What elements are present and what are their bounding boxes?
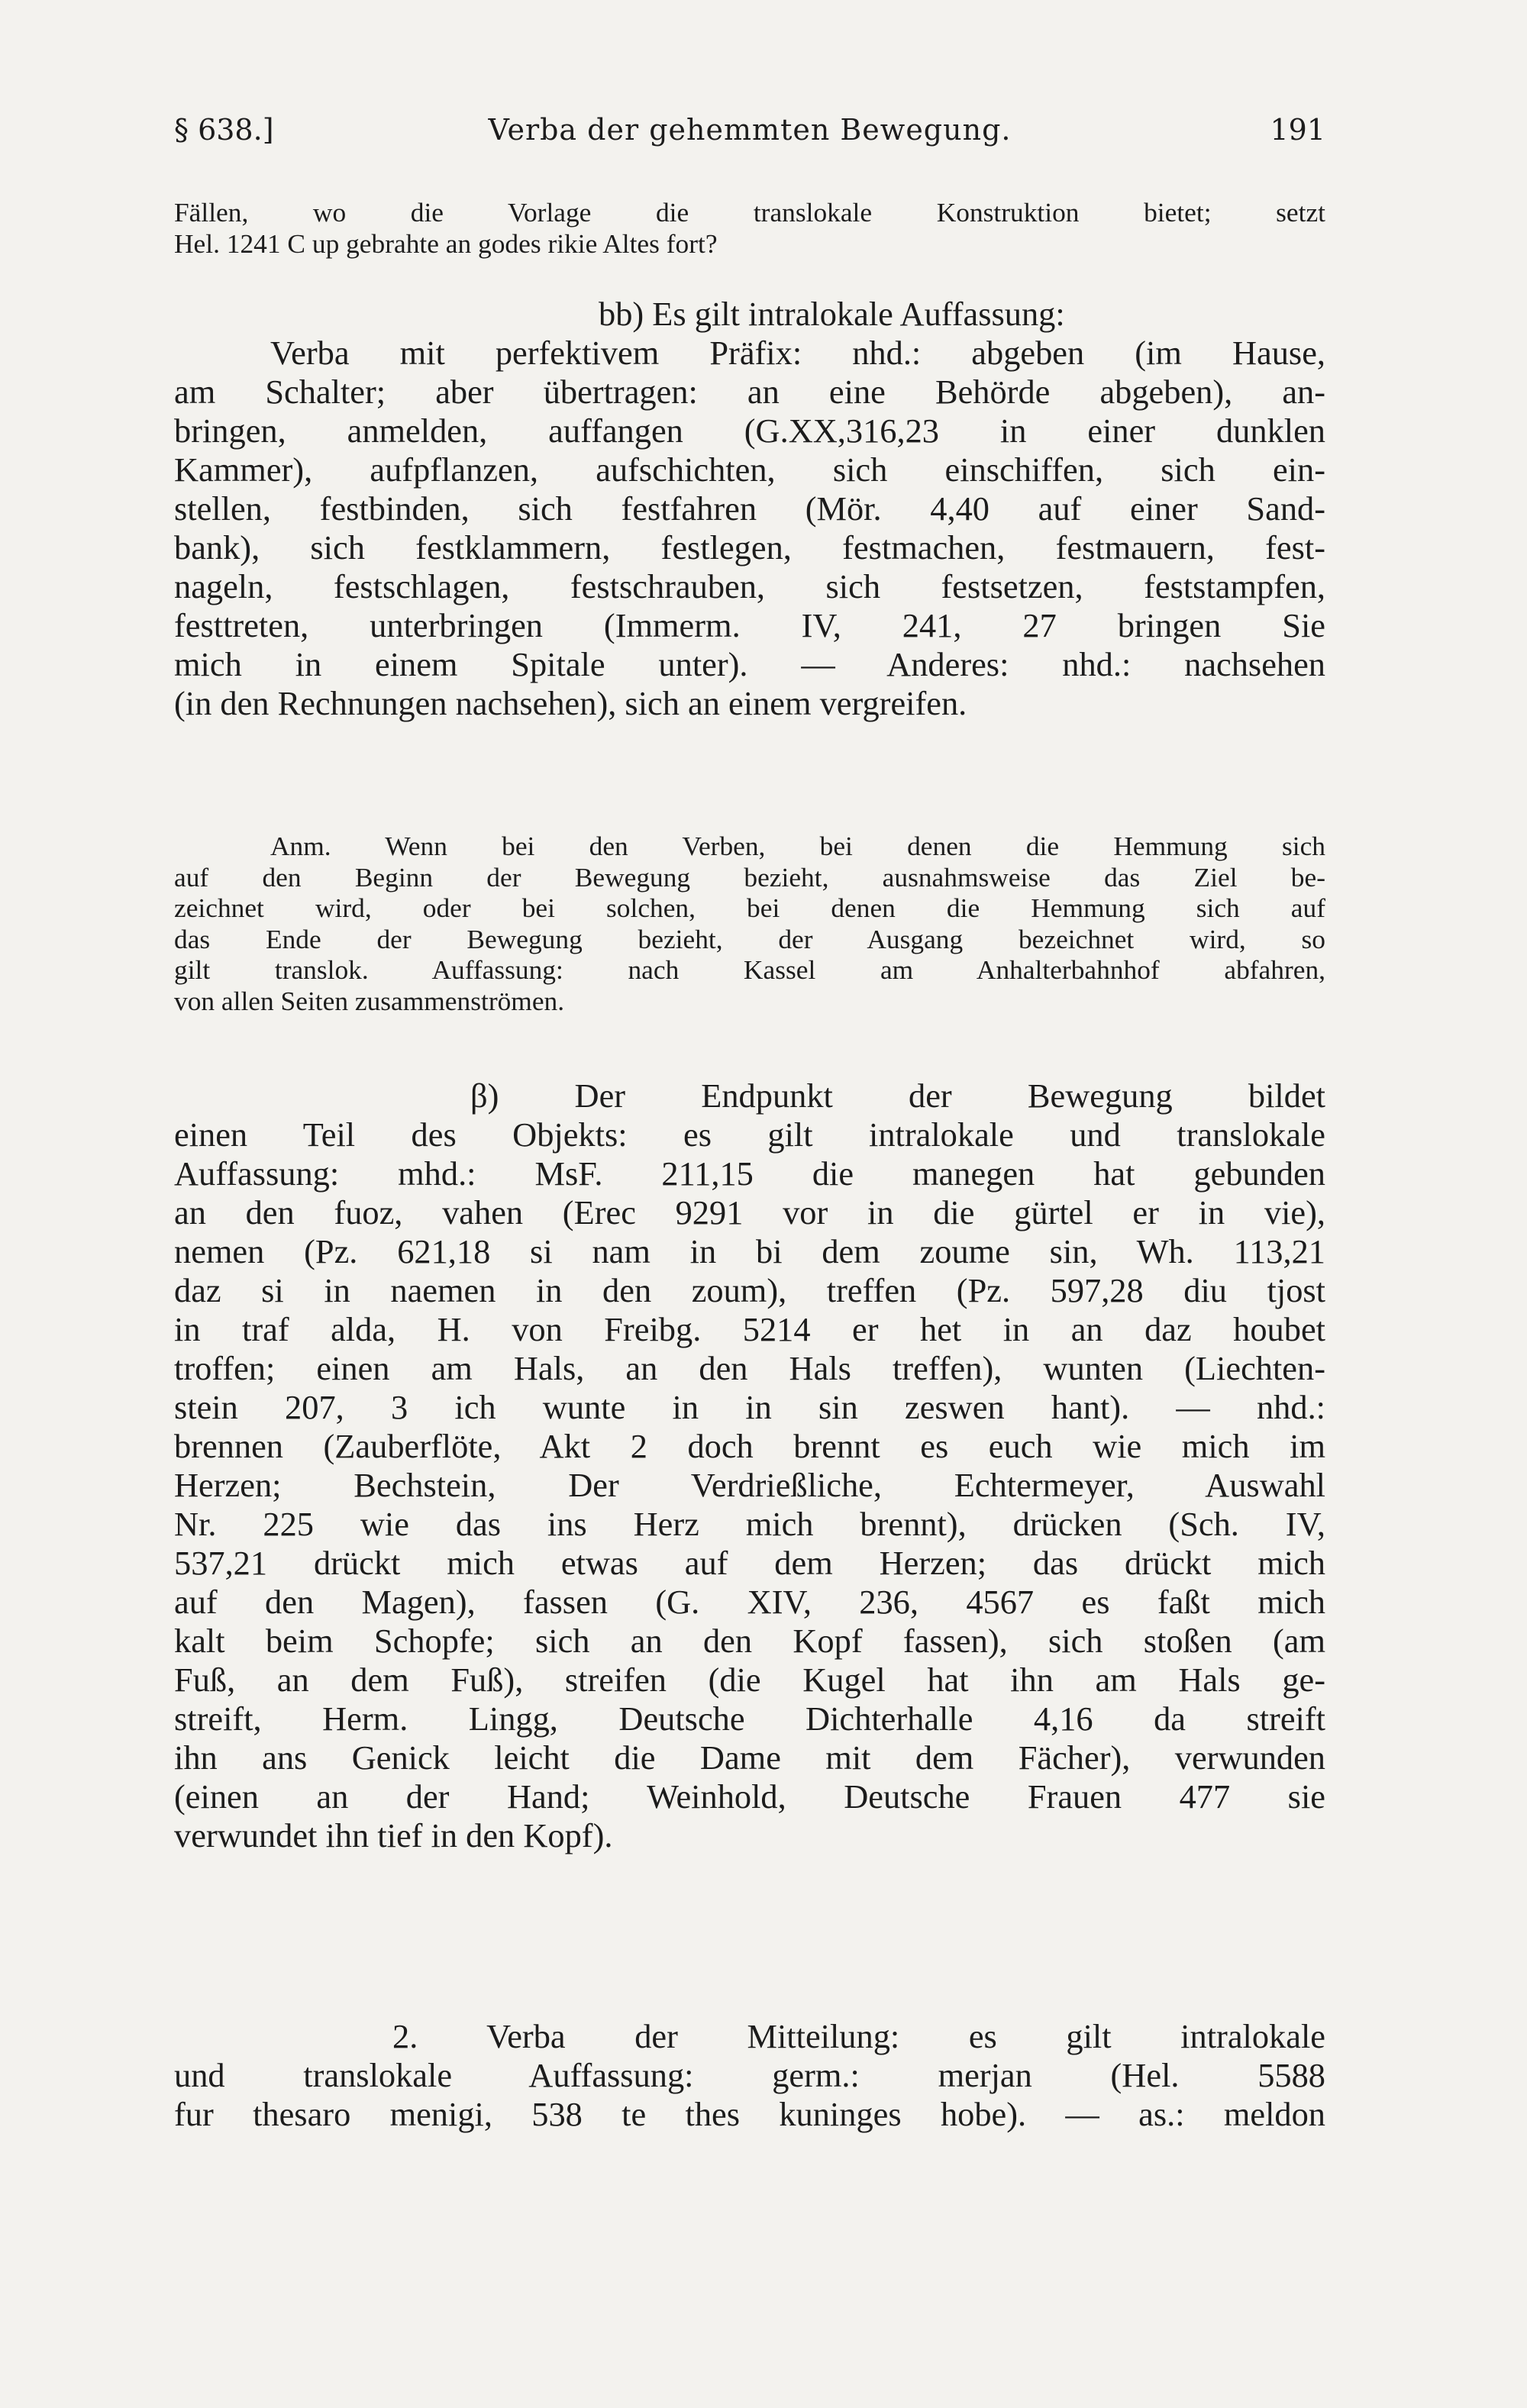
text-line: auf den Magen), fassen (G. XIV, 236, 4567 es faßt mich [174,1583,1325,1621]
text-line: Kammer), aufpflanzen, aufschichten, sich einschiffen, sich ein- [174,450,1325,489]
subsection-heading: 2. Verba der Mitteilung: es gilt intralokale [392,2017,1325,2055]
text-line: festtreten, unterbringen (Immerm. IV, 241, 27 bringen Sie [174,606,1325,644]
text-line: Auffassung: mhd.: MsF. 211,15 die manegen hat gebunden [174,1154,1325,1193]
text-line: stein 207, 3 ich wunte in in sin zeswen hant). — nhd.: [174,1388,1325,1426]
text-line: bank), sich festklammern, festlegen, festmachen, festmauern, fest- [174,528,1325,566]
text-line: verwundet ihn tief in den Kopf). [174,1816,613,1854]
text-line: Fuß, an dem Fuß), streifen (die Kugel hat ihn am Hals ge- [174,1661,1325,1699]
section-number: § 638.] [174,113,274,147]
text-line: nageln, festschlagen, festschrauben, sich festsetzen, feststampfen, [174,567,1325,605]
running-header [174,113,1325,159]
section-beta [174,1076,1325,1855]
text-line: von allen Seiten zusammenströmen. [174,985,565,1016]
section-2 [174,2017,1325,2134]
text-line: auf den Beginn der Bewegung bezieht, ausnahmsweise das Ziel be- [174,861,1325,893]
text-line: stellen, festbinden, sich festfahren (Mör. 4,40 auf einer Sand- [174,489,1325,528]
text-line: nemen (Pz. 621,18 si nam in bi dem zoume sin, Wh. 113,21 [174,1232,1325,1270]
text-line: und translokale Auffassung: germ.: merjan (Hel. 5588 [174,2056,1325,2094]
text-line: an den fuoz, vahen (Erec 9291 vor in die gürtel er in vie), [174,1193,1325,1231]
text-line: troffen; einen am Hals, an den Hals treffen), wunten (Liechten- [174,1349,1325,1387]
text-line: bringen, anmelden, auffangen (G.XX,316,23 in einer dunklen [174,412,1325,450]
section-bb [174,295,1325,723]
text-line: kalt beim Schopfe; sich an den Kopf fassen), sich stoßen (am [174,1622,1325,1660]
text-line: Herzen; Bechstein, Der Verdrießliche, Echtermeyer, Auswahl [174,1466,1325,1504]
text-line: Nr. 225 wie das ins Herz mich brennt), drücken (Sch. IV, [174,1505,1325,1543]
text-line: Fällen, wo die Vorlage die translokale Konstruktion bietet; setzt [174,197,1325,228]
text-line: mich in einem Spitale unter). — Anderes: nhd.: nachsehen [174,645,1325,683]
text-line: einen Teil des Objekts: es gilt intralokale und translokale [174,1115,1325,1154]
text-line: am Schalter; aber übertragen: an eine Behörde abgeben), an- [174,373,1325,411]
page-number: 191 [1270,113,1325,147]
subsection-heading: bb) Es gilt intralokale Auffassung: [599,295,1065,333]
running-title: Verba der gehemmten Bewegung. [488,113,1012,147]
text-line: gilt translok. Auffassung: nach Kassel am Anhalterbahnhof abfahren, [174,954,1325,986]
text-line: brennen (Zauberflöte, Akt 2 doch brennt es euch wie mich im [174,1427,1325,1465]
annotation-note [174,831,1325,1017]
text-line: fur thesaro menigi, 538 te thes kuninges hobe). — as.: meldon [174,2095,1325,2133]
text-line: daz si in naemen in den zoum), treffen (Pz. 597,28 diu tjost [174,1271,1325,1309]
text-line: Verba mit perfektivem Präfix: nhd.: abgeben (im Hause, [270,334,1325,372]
text-line: (in den Rechnungen nachsehen), sich an einem vergreifen. [174,684,967,722]
text-line: Hel. 1241 C up gebrahte an godes rikie Altes fort? [174,228,718,259]
continuation-paragraph [174,197,1325,259]
subsection-heading: β) Der Endpunkt der Bewegung bildet [470,1076,1325,1115]
text-line: zeichnet wird, oder bei solchen, bei denen die Hemmung sich auf [174,893,1325,924]
text-line: ihn ans Genick leicht die Dame mit dem Fächer), verwunden [174,1738,1325,1777]
text-line: Anm. Wenn bei den Verben, bei denen die Hemmung sich [270,831,1325,861]
text-line: streift, Herm. Lingg, Deutsche Dichterhalle 4,16 da streift [174,1699,1325,1738]
text-line: das Ende der Bewegung bezieht, der Ausgang bezeichnet wird, so [174,923,1325,954]
text-line: 537,21 drückt mich etwas auf dem Herzen; das drückt mich [174,1544,1325,1582]
text-line: (einen an der Hand; Weinhold, Deutsche Frauen 477 sie [174,1777,1325,1816]
text-line: in traf alda, H. von Freibg. 5214 er het in an daz houbet [174,1310,1325,1348]
